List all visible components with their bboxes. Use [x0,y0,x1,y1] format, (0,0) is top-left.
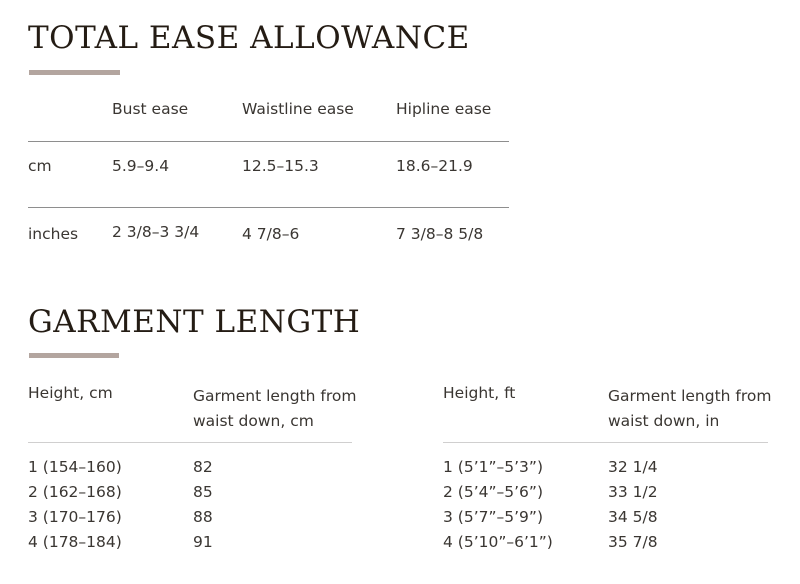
imperial-row-height: 4 (5’10”–6’1”) [443,533,553,551]
imperial-header-length-line2: waist down, in [608,412,720,430]
ease-cell-bust: 2 3/8–3 3/4 [112,223,200,241]
metric-row-length: 85 [193,483,213,501]
imperial-header-height: Height, ft [443,384,516,402]
metric-header-length-line1: Garment length from [193,387,357,405]
ease-row-unit: inches [28,225,79,243]
metric-header-height: Height, cm [28,384,113,402]
imperial-header-divider [443,442,768,443]
metric-row-length: 88 [193,508,213,526]
metric-header-length-line2: waist down, cm [193,412,314,430]
imperial-row-height: 1 (5’1”–5’3”) [443,458,543,476]
imperial-header-length-line1: Garment length from [608,387,772,405]
imperial-row-length: 35 7/8 [608,533,658,551]
ease-cell-waist: 4 7/8–6 [242,225,300,243]
imperial-row-height: 3 (5’7”–5’9”) [443,508,543,526]
metric-row-height: 4 (178–184) [28,533,122,551]
metric-row-height: 3 (170–176) [28,508,122,526]
metric-row-height: 1 (154–160) [28,458,122,476]
metric-row-length: 82 [193,458,213,476]
metric-header-divider [28,442,352,443]
ease-row-unit: cm [28,157,52,175]
ease-title-accent-bar [29,70,120,75]
ease-header-divider [28,141,509,142]
imperial-row-length: 32 1/4 [608,458,658,476]
length-title-accent-bar [29,353,119,358]
metric-row-height: 2 (162–168) [28,483,122,501]
ease-cell-bust: 5.9–9.4 [112,157,170,175]
length-title: GARMENT LENGTH [28,304,361,340]
ease-cell-waist: 12.5–15.3 [242,157,319,175]
imperial-row-height: 2 (5’4”–5’6”) [443,483,543,501]
ease-header-waist: Waistline ease [242,100,354,118]
ease-header-hip: Hipline ease [396,100,492,118]
imperial-row-length: 33 1/2 [608,483,658,501]
ease-row-divider [28,207,509,208]
imperial-header-length [608,384,771,434]
ease-title: TOTAL EASE ALLOWANCE [28,20,470,56]
imperial-row-length: 34 5/8 [608,508,658,526]
ease-cell-hip: 7 3/8–8 5/8 [396,225,484,243]
metric-header-length [193,384,356,434]
metric-row-length: 91 [193,533,213,551]
ease-header-bust: Bust ease [112,100,189,118]
ease-cell-hip: 18.6–21.9 [396,157,473,175]
